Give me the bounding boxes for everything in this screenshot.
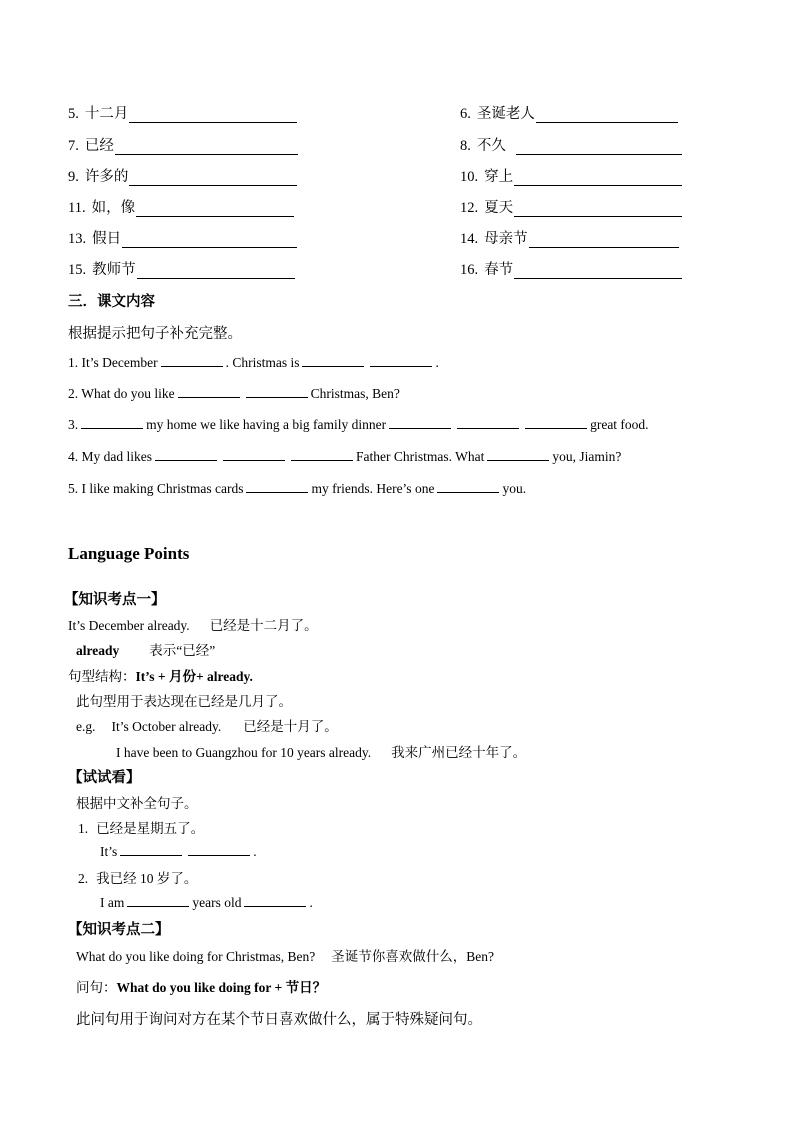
point-2-usage: 此问句用于询问对方在某个节日喜欢做什么，属于特殊疑问句。 bbox=[76, 1012, 482, 1028]
vocab-item-16: 16. 春节 bbox=[460, 258, 682, 279]
vocab-item-12: 12. 夏天 bbox=[460, 196, 682, 217]
try-1-answer: It’s . bbox=[100, 844, 257, 859]
answer-blank[interactable] bbox=[514, 202, 682, 217]
point-1-structure: 句型结构：It’s + 月份+ already. bbox=[68, 669, 253, 684]
sentence-4: 4. My dad likes Father Christmas. What you, Jiamin? bbox=[68, 449, 622, 464]
answer-blank[interactable] bbox=[155, 448, 217, 461]
sentence-3: 3. my home we like having a big family dinner great food. bbox=[68, 417, 649, 432]
answer-blank[interactable] bbox=[129, 108, 297, 123]
answer-blank[interactable] bbox=[370, 354, 432, 367]
answer-blank[interactable] bbox=[302, 354, 364, 367]
example-2: I have been to Guangzhou for 10 years already. 我来广州已经十年了。 bbox=[116, 745, 527, 760]
point-2-example: What do you like doing for Christmas, Ben? 圣诞节你喜欢做什么，Ben? bbox=[76, 949, 494, 964]
answer-blank[interactable] bbox=[178, 385, 240, 398]
answer-blank[interactable] bbox=[120, 843, 182, 856]
point-2-question: 问句：What do you like doing for + 节日？ bbox=[76, 980, 327, 995]
answer-blank[interactable] bbox=[514, 171, 682, 186]
answer-blank[interactable] bbox=[115, 140, 298, 155]
sentence-5: 5. I like making Christmas cards my friends. Here’s one you. bbox=[68, 481, 527, 496]
answer-blank[interactable] bbox=[536, 108, 678, 123]
section-instruction: 根据提示把句子补充完整。 bbox=[68, 326, 242, 342]
vocab-item-11: 11. 如，像 bbox=[68, 196, 294, 217]
try-instruction: 根据中文补全句子。 bbox=[76, 796, 198, 811]
point-1-usage: 此句型用于表达现在已经是几月了。 bbox=[76, 694, 292, 709]
try-1-prompt: 1. 已经是星期五了。 bbox=[78, 821, 205, 836]
answer-blank[interactable] bbox=[389, 416, 451, 429]
vocab-item-10: 10. 穿上 bbox=[460, 165, 682, 186]
try-title: 【试试看】 bbox=[68, 770, 141, 786]
answer-blank[interactable] bbox=[188, 843, 250, 856]
sentence-1: 1. It’s December . Christmas is . bbox=[68, 355, 439, 370]
vocab-item-14: 14. 母亲节 bbox=[460, 227, 679, 248]
point-2-title: 【知识考点二】 bbox=[68, 922, 170, 938]
answer-blank[interactable] bbox=[437, 480, 499, 493]
answer-blank[interactable] bbox=[246, 480, 308, 493]
answer-blank[interactable] bbox=[529, 233, 679, 248]
try-2-prompt: 2. 我已经 10 岁了。 bbox=[78, 871, 198, 886]
example-1: e.g. It’s October already. 已经是十月了。 bbox=[76, 719, 338, 734]
answer-blank[interactable] bbox=[514, 264, 682, 279]
try-2-answer: I am years old . bbox=[100, 895, 313, 910]
answer-blank[interactable] bbox=[127, 894, 189, 907]
answer-blank[interactable] bbox=[291, 448, 353, 461]
vocab-item-7: 7. 已经 bbox=[68, 134, 298, 155]
vocab-item-8: 8. 不久 bbox=[460, 134, 682, 155]
vocab-item-5: 5. 十二月 bbox=[68, 102, 297, 123]
section-title: 三．课文内容 bbox=[68, 294, 155, 310]
answer-blank[interactable] bbox=[122, 233, 297, 248]
answer-blank[interactable] bbox=[129, 171, 297, 186]
answer-blank[interactable] bbox=[81, 416, 143, 429]
answer-blank[interactable] bbox=[137, 264, 295, 279]
vocab-item-6: 6. 圣诞老人 bbox=[460, 102, 678, 123]
vocab-item-9: 9. 许多的 bbox=[68, 165, 297, 186]
answer-blank[interactable] bbox=[246, 385, 308, 398]
answer-blank[interactable] bbox=[525, 416, 587, 429]
answer-blank[interactable] bbox=[457, 416, 519, 429]
vocab-item-15: 15. 教师节 bbox=[68, 258, 295, 279]
answer-blank[interactable] bbox=[161, 354, 223, 367]
answer-blank[interactable] bbox=[136, 202, 294, 217]
point-1-example: It’s December already. 已经是十二月了。 bbox=[68, 618, 318, 633]
language-points-heading: Language Points bbox=[68, 544, 190, 563]
answer-blank[interactable] bbox=[516, 140, 682, 155]
point-1-word: already 表示“已经” bbox=[76, 643, 216, 658]
point-1-title: 【知识考点一】 bbox=[64, 592, 166, 608]
vocab-item-13: 13. 假日 bbox=[68, 227, 297, 248]
answer-blank[interactable] bbox=[487, 448, 549, 461]
answer-blank[interactable] bbox=[223, 448, 285, 461]
sentence-2: 2. What do you like Christmas, Ben? bbox=[68, 386, 400, 401]
answer-blank[interactable] bbox=[244, 894, 306, 907]
